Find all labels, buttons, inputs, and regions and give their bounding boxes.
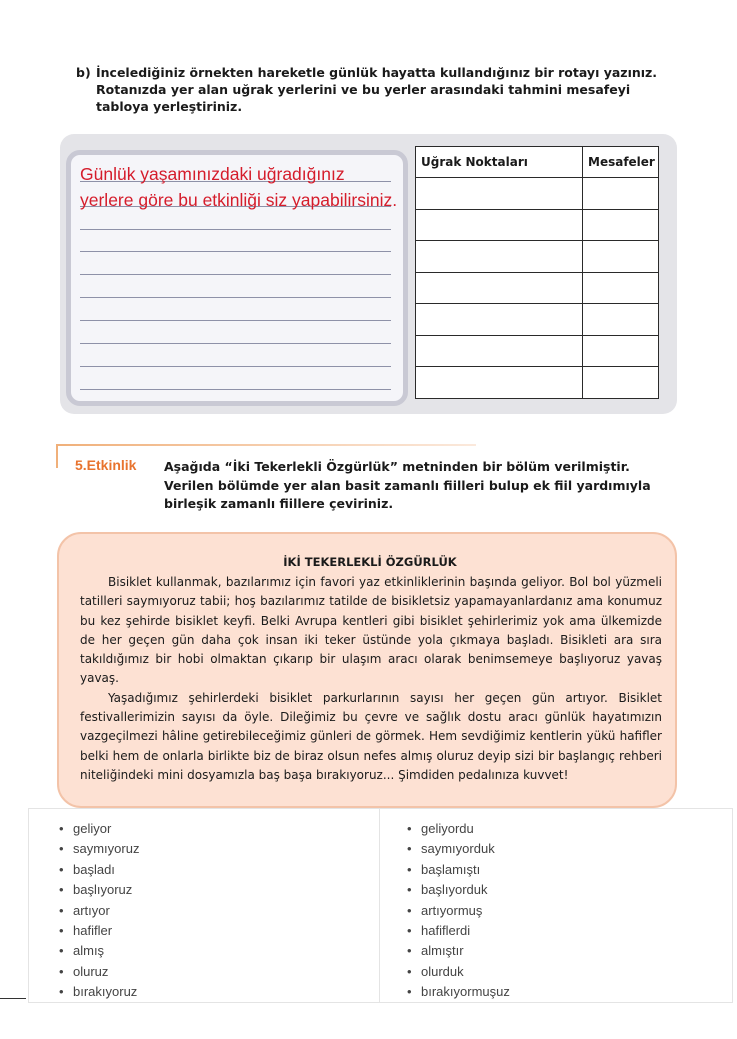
list-item: • saymıyorduk xyxy=(407,839,510,859)
ruled-line xyxy=(80,320,391,321)
ruled-line xyxy=(80,366,391,367)
story-paragraph: Bisiklet kullanmak, bazılarımız için favori yaz etkinliklerinin başında geliyor. Bol bol yüzmeli tatilleri saymıyoruz tabii; hoş bazılarımız tatilde de bisikletsiz yapamayanlardanız ama konumuz bu kez şehirde bisiklet keyfi. Belki Avrupa kentleri gibi bisiklet şehirlerimiz yok ama ülkemizde de her geçen gün daha çok insan iki teker üstünde yola çıkmaya başladı. Bisikleti ara sıra takıldığımız bir hobi olmaktan çıkarıp bir ulaşım aracı olarak benimsemeye başlıyoruz yavaş yavaş. xyxy=(80,575,662,686)
list-item: • başlıyorduk xyxy=(407,880,510,900)
story-text xyxy=(80,573,662,785)
distance-cell[interactable] xyxy=(583,335,659,367)
stop-cell[interactable] xyxy=(416,335,583,367)
distance-cell[interactable] xyxy=(583,209,659,241)
activity-instruction: Aşağıda “İki Tekerlekli Özgürlük” metninden bir bölüm verilmiştir. Verilen bölümde yer alan basit zamanlı fiilleri bulup ek fiil yardımıyla birleşik zamanlı fiillere çeviriniz. xyxy=(164,459,651,511)
table-row xyxy=(416,367,659,399)
list-item: • saymıyoruz xyxy=(59,839,139,859)
ruled-line xyxy=(80,389,391,390)
stop-cell[interactable] xyxy=(416,304,583,336)
column-header-stops: Uğrak Noktaları xyxy=(416,147,583,178)
ruled-line xyxy=(80,251,391,252)
table-row xyxy=(416,304,659,336)
table-row xyxy=(416,209,659,241)
ruled-line xyxy=(80,343,391,344)
verb-lists xyxy=(28,808,733,1003)
list-item: • geliyor xyxy=(59,819,139,839)
list-item: • hafiflerdi xyxy=(407,921,510,941)
question-text: İncelediğiniz örnekten hareketle günlük hayatta kullandığınız bir rotayı yazınız. Rotanızda yer alan uğrak yerlerini ve bu yerler arasındaki tahmini mesafeyi tabloya yerleştiriniz. xyxy=(96,65,658,114)
stop-cell[interactable] xyxy=(416,272,583,304)
ruled-line xyxy=(80,229,391,230)
list-item: • geliyordu xyxy=(407,819,510,839)
table-row xyxy=(416,335,659,367)
distance-cell[interactable] xyxy=(583,272,659,304)
activity-divider xyxy=(56,444,476,446)
route-table xyxy=(415,146,659,399)
distance-cell[interactable] xyxy=(583,367,659,399)
story-title: İKİ TEKERLEKLİ ÖZGÜRLÜK xyxy=(283,555,457,569)
table-row xyxy=(416,178,659,210)
list-item: • hafifler xyxy=(59,921,139,941)
table-row xyxy=(416,241,659,273)
list-item: • başlamıştı xyxy=(407,860,510,880)
list-item: • artıyor xyxy=(59,901,139,921)
list-item: • bırakıyormuşuz xyxy=(407,982,510,1002)
stop-cell[interactable] xyxy=(416,178,583,210)
list-item: • başlıyoruz xyxy=(59,880,139,900)
distance-cell[interactable] xyxy=(583,304,659,336)
list-item: • bırakıyoruz xyxy=(59,982,139,1002)
activity-title: 5.Etkinlik xyxy=(75,457,137,473)
simple-verb-list xyxy=(59,819,139,1003)
page-edge-rule xyxy=(0,998,26,999)
list-item: • almış xyxy=(59,941,139,961)
question-b xyxy=(76,64,676,115)
stop-cell[interactable] xyxy=(416,209,583,241)
distance-cell[interactable] xyxy=(583,241,659,273)
list-item: • oluruz xyxy=(59,962,139,982)
ruled-line xyxy=(80,297,391,298)
list-item: • başladı xyxy=(59,860,139,880)
stop-cell[interactable] xyxy=(416,241,583,273)
list-item: • olurduk xyxy=(407,962,510,982)
ruled-line xyxy=(80,274,391,275)
distance-cell[interactable] xyxy=(583,178,659,210)
column-header-distances: Mesafeler xyxy=(583,147,659,178)
answer-note: Günlük yaşamınızdaki uğradığınız yerlere göre bu etkinliği siz yapabilirsiniz. xyxy=(80,164,398,210)
activity-marker xyxy=(56,444,58,468)
compound-verb-list xyxy=(407,819,510,1003)
stop-cell[interactable] xyxy=(416,367,583,399)
list-item: • almıştır xyxy=(407,941,510,961)
column-divider xyxy=(379,809,380,1002)
list-item: • artıyormuş xyxy=(407,901,510,921)
question-label: b) xyxy=(76,65,91,80)
story-paragraph: Yaşadığımız şehirlerdeki bisiklet parkurlarının sayısı her geçen gün artıyor. Bisiklet festivallerimizin sayısı da öyle. Dileğimiz bu çevre ve sağlık dostu aracı günlük hayatımızın vazgeçilmezi hâline getirebileceğimiz günleri de görmek. Hem sevdiğimiz kentlerin yükü hafifler belki hem de onlarla birlikte biz de biraz olsun nefes almış oluruz deyip sizi bir başlangıç rehberi niteliğindeki mini dosyamızla baş başa bırakıyoruz... Şimdiden pedalınıza kuvvet! xyxy=(80,690,662,782)
table-row xyxy=(416,272,659,304)
